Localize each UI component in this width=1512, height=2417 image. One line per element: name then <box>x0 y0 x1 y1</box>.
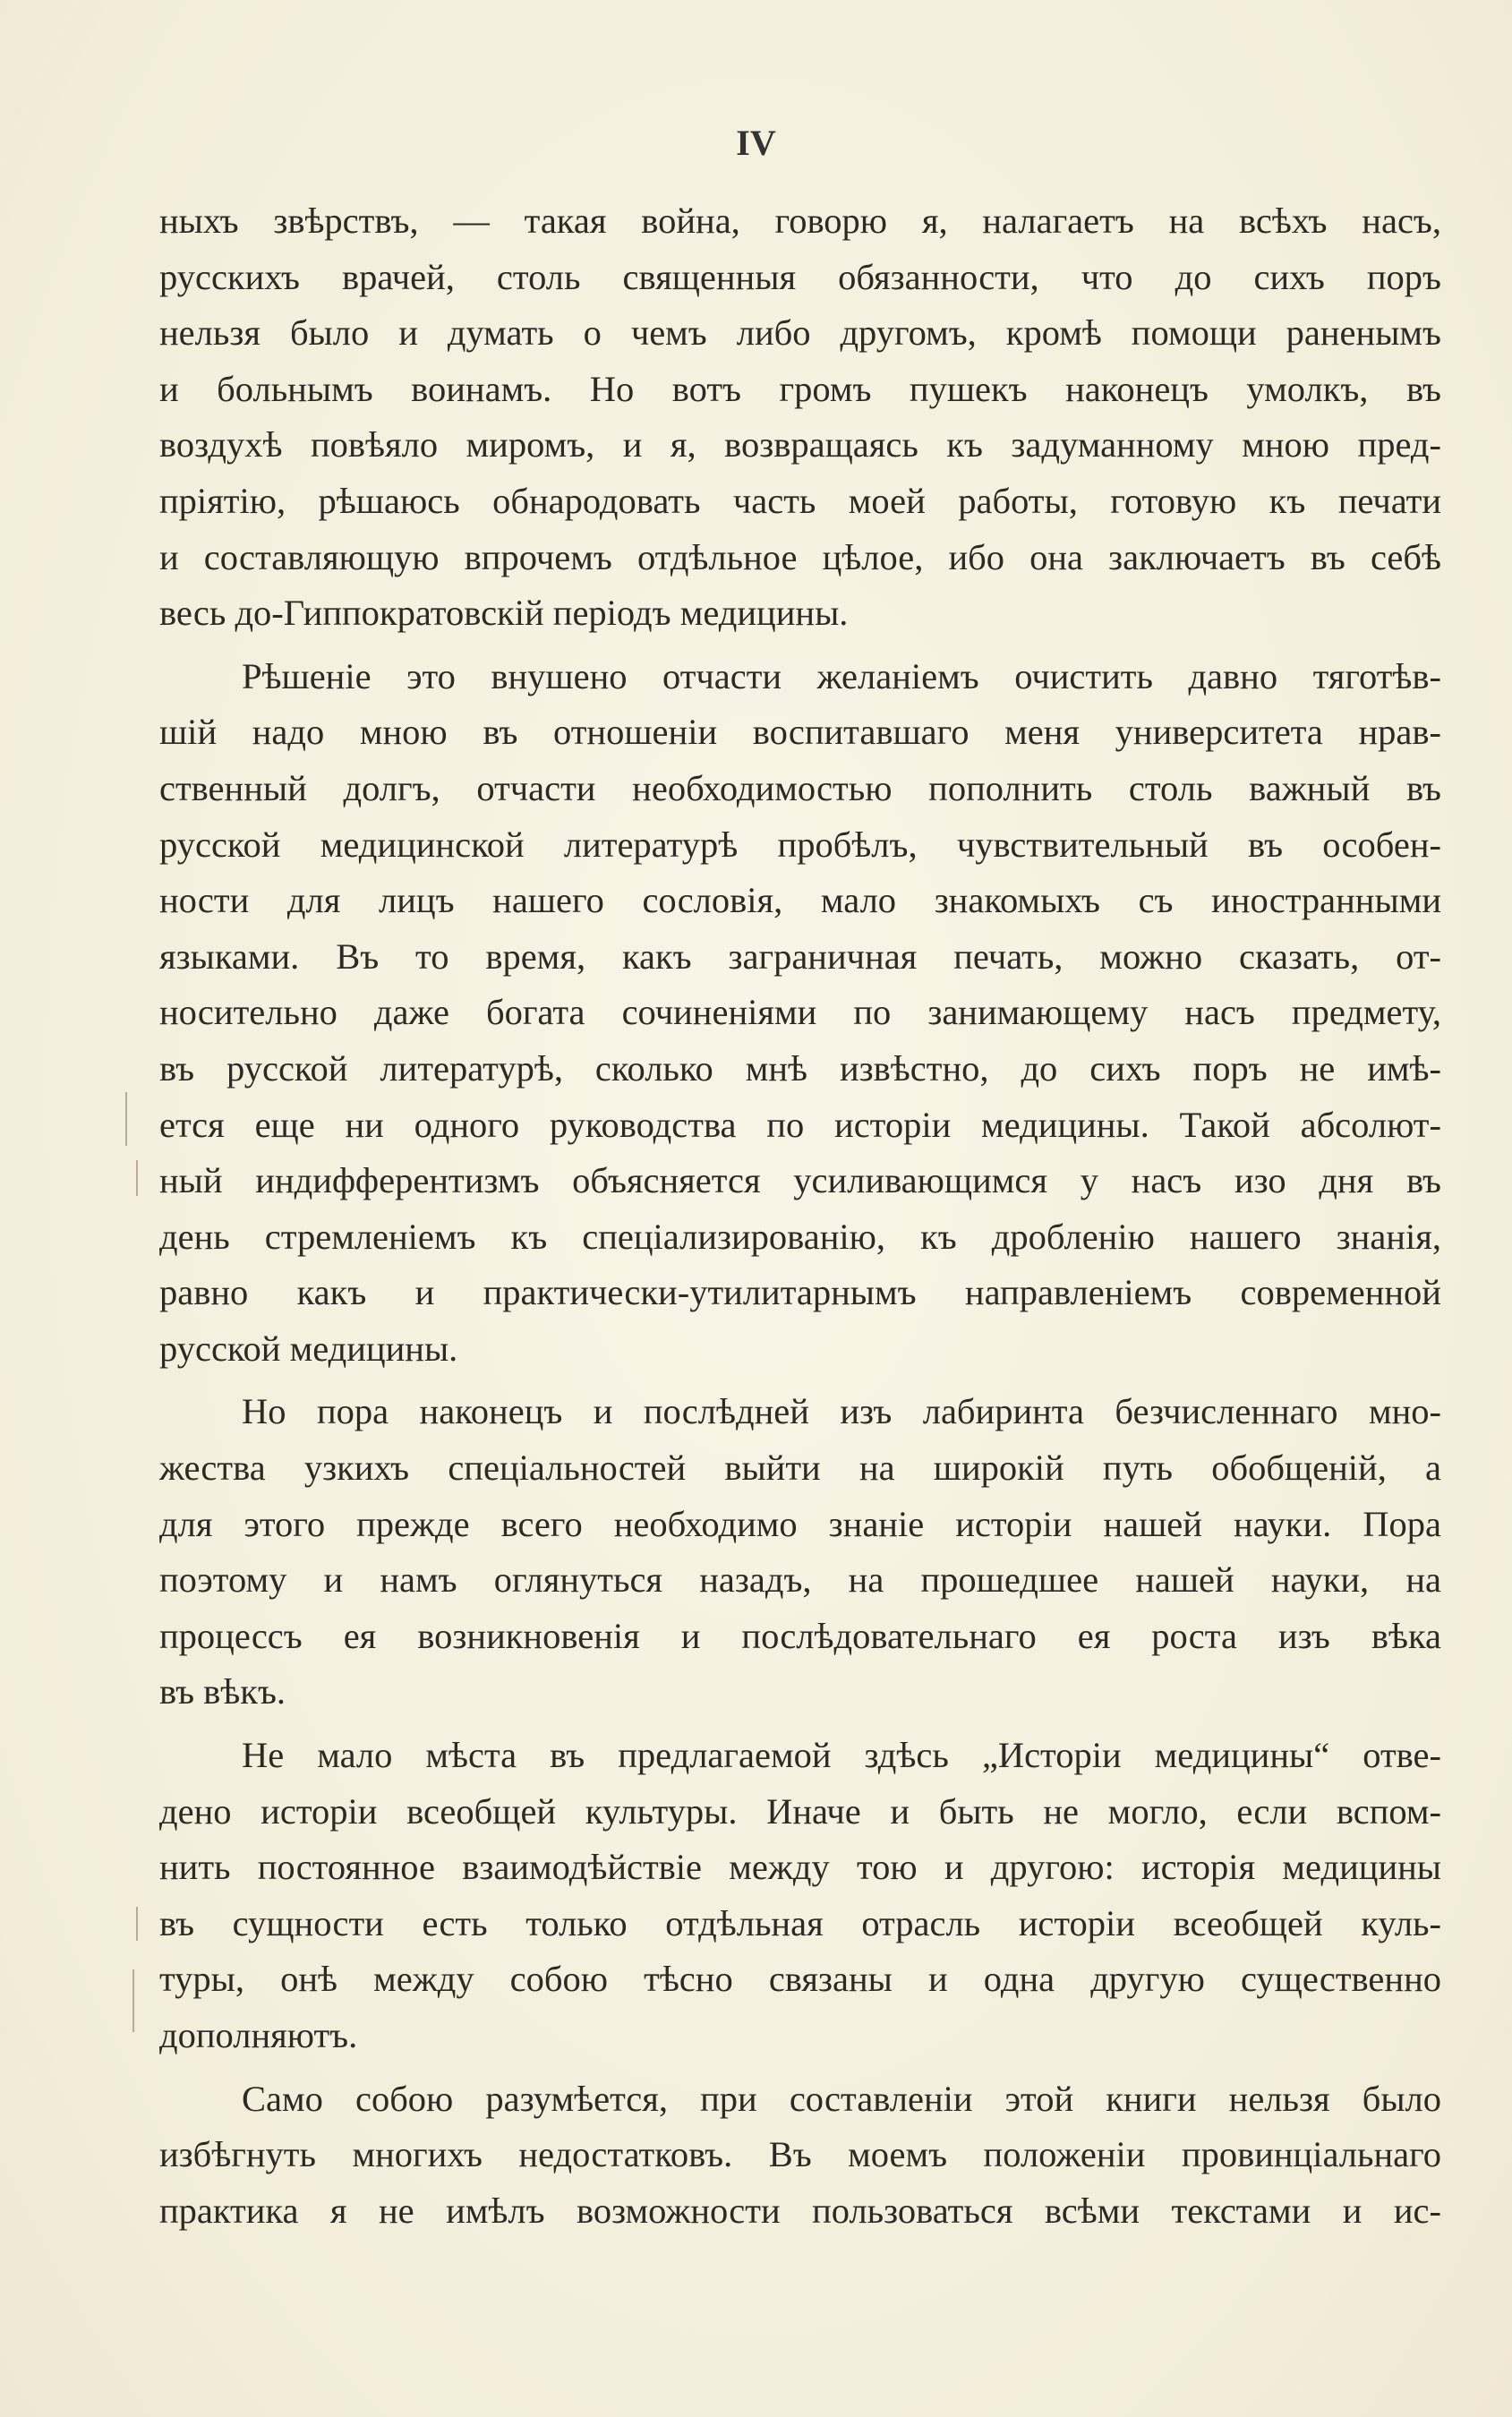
text-line: нельзя было и думать о чемъ либо другомъ, кромѣ помощи раненымъ <box>159 312 1441 354</box>
text-line: въ вѣкъ. <box>159 1671 286 1712</box>
text-line: процессъ ея возникновенія и послѣдовательнаго ея роста изъ вѣка <box>159 1615 1441 1656</box>
text-line: языками. Въ то время, какъ заграничная печать, можно сказать, от- <box>159 935 1441 977</box>
text-line: и больнымъ воинамъ. Но вотъ громъ пушекъ наконецъ умолкъ, въ <box>159 368 1441 409</box>
text-line: ныхъ звѣрствъ, — такая война, говорю я, налагаетъ на всѣхъ насъ, <box>159 201 1441 241</box>
text-line: пріятію, рѣшаюсь обнародовать часть моей работы, готовую къ печати <box>159 480 1441 521</box>
text-line: ственный долгъ, отчасти необходимостью пополнить столь важный въ <box>159 767 1441 808</box>
text-line: дено исторіи всеобщей культуры. Иначе и быть не могло, если вспом- <box>159 1790 1441 1832</box>
text-line: русскихъ врачей, столь священныя обязанности, что до сихъ поръ <box>159 256 1441 297</box>
paragraph <box>159 1384 1441 1721</box>
text-line: воздухѣ повѣяло миромъ, и я, возвращаясь къ задуманному мною пред- <box>159 424 1441 465</box>
paragraph <box>159 2071 1441 2240</box>
margin-mark <box>136 1907 138 1941</box>
text-line: нить постоянное взаимодѣйствіе между тою и другою: исторія медицины <box>159 1847 1441 1888</box>
margin-mark <box>125 1092 127 1146</box>
text-line: ности для лицъ нашего сословія, мало знакомыхъ съ иностранными <box>159 880 1441 921</box>
text-line: весь до-Гиппократовскій періодъ медицины. <box>159 593 849 634</box>
text-line: для этого прежде всего необходимо знаніе исторіи нашей науки. Пора <box>159 1503 1441 1544</box>
text-line: въ сущности есть только отдѣльная отрасль исторіи всеобщей куль- <box>159 1902 1441 1943</box>
text-line: туры, онѣ между собою тѣсно связаны и одна другую существенно <box>159 1959 1441 2000</box>
text-line: практика я не имѣлъ возможности пользоваться всѣми текстами и ис- <box>159 2190 1441 2231</box>
margin-mark <box>136 1160 138 1196</box>
paragraph <box>159 649 1441 1378</box>
text-line: русской медицины. <box>159 1328 458 1369</box>
text-line: избѣгнуть многихъ недостатковъ. Въ моемъ положеніи провинціальнаго <box>159 2134 1441 2175</box>
text-line: шій надо мною въ отношеніи воспитавшаго меня университета нрав- <box>159 712 1441 753</box>
margin-mark <box>132 1969 134 2032</box>
page-number: IV <box>736 123 776 163</box>
text-line: ный индифферентизмъ объясняется усиливающимся у насъ изо дня въ <box>159 1160 1441 1201</box>
text-line: русской медицинской литературѣ пробѣлъ, чувствительный въ особен- <box>159 824 1441 865</box>
text-line: равно какъ и практически-утилитарнымъ направленіемъ современной <box>159 1272 1441 1313</box>
text-line: носительно даже богата сочиненіями по занимающему насъ предмету, <box>159 992 1441 1033</box>
text-line: въ русской литературѣ, сколько мнѣ извѣстно, до сихъ поръ не имѣ- <box>159 1047 1441 1089</box>
text-line: день стремленіемъ къ спеціализированію, къ дробленію нашего знанія, <box>159 1216 1441 1257</box>
text-line: поэтому и намъ оглянуться назадъ, на прошедшее нашей науки, на <box>159 1559 1441 1601</box>
body-text <box>159 193 1441 2239</box>
text-line: ется еще ни одного руководства по исторіи медицины. Такой абсолют- <box>159 1104 1441 1145</box>
text-line: жества узкихъ спеціальностей выйти на широкій путь обобщеній, а <box>159 1448 1441 1489</box>
text-line: дополняютъ. <box>159 2015 358 2055</box>
text-line: Само собою разумѣется, при составленіи этой книги нельзя было <box>242 2078 1441 2119</box>
text-line: и составляющую впрочемъ отдѣльное цѣлое, ибо она заключаетъ въ себѣ <box>159 536 1441 577</box>
paragraph <box>159 193 1441 642</box>
text-line: Не мало мѣста въ предлагаемой здѣсь „Исторіи медицины“ отве- <box>242 1735 1441 1776</box>
paragraph <box>159 1728 1441 2064</box>
text-line: Рѣшеніе это внушено отчасти желаніемъ очистить давно тяготѣв- <box>242 655 1441 696</box>
text-line: Но пора наконецъ и послѣдней изъ лабиринта безчисленнаго мно- <box>242 1391 1441 1432</box>
